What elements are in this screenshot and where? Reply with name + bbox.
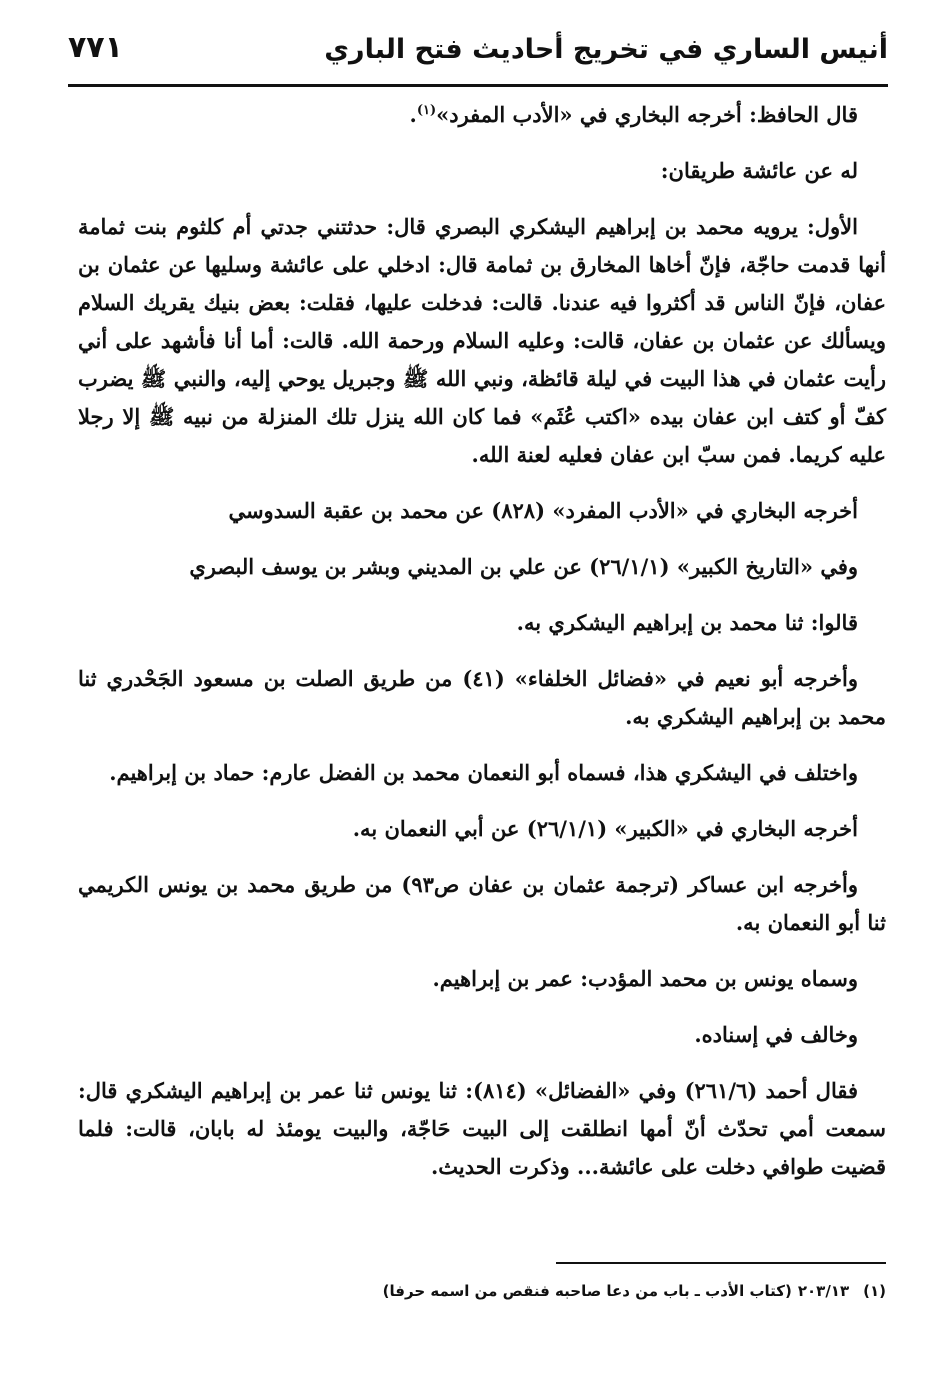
footnote <box>120 1276 886 1306</box>
paragraph-lead: الأول: <box>797 214 858 239</box>
paragraph <box>78 152 886 190</box>
paragraph-text: أخرجه البخاري في «الأدب المفرد» (٨٢٨) عن محمد بن عقبة السدوسي <box>228 498 858 523</box>
paragraph <box>78 208 886 474</box>
paragraph <box>78 96 886 134</box>
paragraph-text: وأخرجه ابن عساكر (ترجمة عثمان بن عفان ص٩٣) من طريق محمد بن يونس الكريمي ثنا أبو النعمان به. <box>78 872 886 935</box>
paragraph <box>78 810 886 848</box>
paragraph <box>78 754 886 792</box>
paragraph <box>78 548 886 586</box>
paragraph-text: وأخرجه أبو نعيم في «فضائل الخلفاء» (٤١) من طريق الصلت بن مسعود الجَحْدري ثنا محمد بن إبراهيم اليشكري به. <box>78 666 886 729</box>
page-number: ٧٧١ <box>68 30 123 65</box>
footnote-number: (١) <box>863 1282 886 1300</box>
paragraph <box>78 492 886 530</box>
paragraph-text: أخرجه البخاري في «الكبير» (٢٦/١/١) عن أبي النعمان به. <box>352 816 858 841</box>
paragraph <box>78 604 886 642</box>
paragraph-text: له عن عائشة طريقان: <box>660 158 858 183</box>
paragraph-text: واختلف في اليشكري هذا، فسماه أبو النعمان محمد بن الفضل عارم: حماد بن إبراهيم. <box>109 760 858 785</box>
paragraph-text: يرويه محمد بن إبراهيم اليشكري البصري قال: حدثتني جدتي أم كلثوم بنت ثمامة أنها قدمت حاجّة، فإنّ أخاها المخارق بن ثمامة قال: ادخلي على عائشة وسليها عن عثمان بن عفان، فإنّ الناس قد أكثروا فيه عندنا. قالت: فدخلت عليها، فقلت: بعض بنيك يقريك السلام ويسألك عن عثمان بن عفان، قالت: وعليه السلام ورحمة الله. قالت: أما أنا فأشهد على أني رأيت عثمان في هذا البيت في ليلة قائظة، ونبي الله ﷺ وجبريل يوحي إليه، والنبي ﷺ يضرب كفّ أو كتف ابن عفان بيده «اكتب عُثَم» فما كان الله ينزل تلك المنزلة من نبيه ﷺ إلا رجلا عليه كريما. فمن سبّ ابن عفان فعليه لعنة الله. <box>78 214 886 467</box>
paragraph-text: وخالف في إسناده. <box>694 1022 858 1047</box>
paragraph-text: أخرجه البخاري في «الأدب المفرد» <box>436 102 742 127</box>
paragraph-text: قالوا: ثنا محمد بن إبراهيم اليشكري به. <box>516 610 858 635</box>
paragraph-text: فقال أحمد (٢٦١/٦) وفي «الفضائل» (٨١٤): ثنا يونس ثنا عمر بن إبراهيم اليشكري قال: سمعت أمي تحدّث أنّ أمها انطلقت إلى البيت حَاجّة، والبيت يومئذ له بابان، قالت: فلما قضيت طوافي دخلت على عائشة... وذكرت الحديث. <box>78 1078 886 1179</box>
paragraph <box>78 660 886 736</box>
paragraph-lead: قال الحافظ: <box>741 102 858 127</box>
main-text <box>78 96 886 1204</box>
paragraph <box>78 1016 886 1054</box>
footnote-text: (كتاب الأدب ـ باب من دعا صاحبه فنقص من اسمه حرفا) <box>382 1282 792 1300</box>
paragraph <box>78 1072 886 1186</box>
paragraph <box>78 960 886 998</box>
running-title: أنيس الساري في تخريج أحاديث فتح الباري <box>324 34 888 65</box>
footnote-reference: ٢٠٣/١٣ <box>797 1282 850 1300</box>
paragraph-tail: . <box>409 102 417 127</box>
footnote-divider <box>556 1262 886 1264</box>
footnote-marker: (١) <box>416 103 437 118</box>
paragraph <box>78 866 886 942</box>
paragraph-text: وفي «التاريخ الكبير» (٢٦/١/١) عن علي بن المديني وبشر بن يوسف البصري <box>189 554 858 579</box>
header-divider <box>68 84 888 87</box>
page-header <box>68 28 888 76</box>
paragraph-text: وسماه يونس بن محمد المؤدب: عمر بن إبراهيم. <box>432 966 858 991</box>
